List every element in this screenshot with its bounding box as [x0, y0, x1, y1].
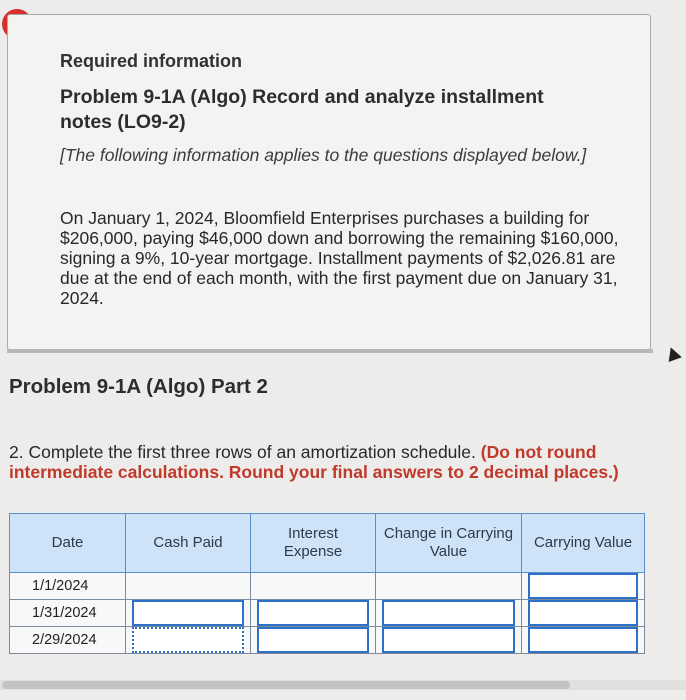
cell-cash-paid: [126, 573, 251, 600]
question-emphasis: (Do not round intermediate calculations. Round your final answers to 2 decimal places.): [9, 442, 619, 482]
question-instruction: 2. Complete the first three rows of an amortization schedule.: [9, 442, 476, 462]
amortization-table: [9, 513, 645, 654]
row-date: 1/31/2024: [10, 600, 126, 627]
cell-carrying-value[interactable]: [522, 600, 645, 627]
header-date: Date: [10, 514, 126, 573]
cell-interest-expense[interactable]: [251, 627, 376, 654]
cell-cash-paid[interactable]: [126, 600, 251, 627]
change-carrying-value-input-row3[interactable]: [382, 627, 515, 653]
cell-interest-expense: [251, 573, 376, 600]
table-row: [10, 600, 645, 627]
interest-expense-input-row2[interactable]: [257, 600, 369, 626]
change-carrying-value-input-row2[interactable]: [382, 600, 515, 626]
carrying-value-input-row3[interactable]: [528, 627, 638, 653]
cell-carrying-value[interactable]: [522, 573, 645, 600]
header-change-carrying-value: Change in Carrying Value: [376, 514, 522, 573]
cell-change-carrying-value[interactable]: [376, 627, 522, 654]
part-title: Problem 9-1A (Algo) Part 2: [9, 375, 268, 398]
mouse-cursor-icon: [664, 345, 682, 362]
cell-change-carrying-value[interactable]: [376, 600, 522, 627]
header-carrying-value: Carrying Value: [522, 514, 645, 573]
problem-title: Problem 9-1A (Algo) Record and analyze installment notes (LO9-2): [60, 86, 544, 133]
carrying-value-input-row2[interactable]: [528, 600, 638, 626]
info-note: [The following information applies to the questions displayed below.]: [60, 145, 587, 165]
table-row: [10, 573, 645, 600]
header-interest-expense: Interest Expense: [251, 514, 376, 573]
cash-paid-input-row3[interactable]: [132, 627, 244, 653]
horizontal-scrollbar[interactable]: [0, 680, 686, 690]
scrollbar-thumb[interactable]: [2, 681, 570, 689]
cell-carrying-value[interactable]: [522, 627, 645, 654]
row-date: 1/1/2024: [10, 573, 126, 600]
cash-paid-input-row2[interactable]: [132, 600, 244, 626]
cell-interest-expense[interactable]: [251, 600, 376, 627]
table-row: [10, 627, 645, 654]
question-text: [9, 442, 669, 482]
row-date: 2/29/2024: [10, 627, 126, 654]
required-info-title: Required information: [60, 51, 243, 71]
cell-cash-paid[interactable]: [126, 627, 251, 654]
table-header-row: [10, 514, 645, 573]
info-panel-shadow: [7, 349, 653, 353]
problem-description: On January 1, 2024, Bloomfield Enterprises purchases a building for $206,000, paying $46,000 down and borrowing the remaining $160,000, signing a 9%, 10-year mortgage. Installment payments of $2,026.81 are due at the end of each month, with the first payment due on January 31, 2024.: [60, 208, 619, 308]
interest-expense-input-row3[interactable]: [257, 627, 369, 653]
cell-change-carrying-value: [376, 573, 522, 600]
carrying-value-input-row1[interactable]: [528, 573, 638, 599]
header-cash-paid: Cash Paid: [126, 514, 251, 573]
